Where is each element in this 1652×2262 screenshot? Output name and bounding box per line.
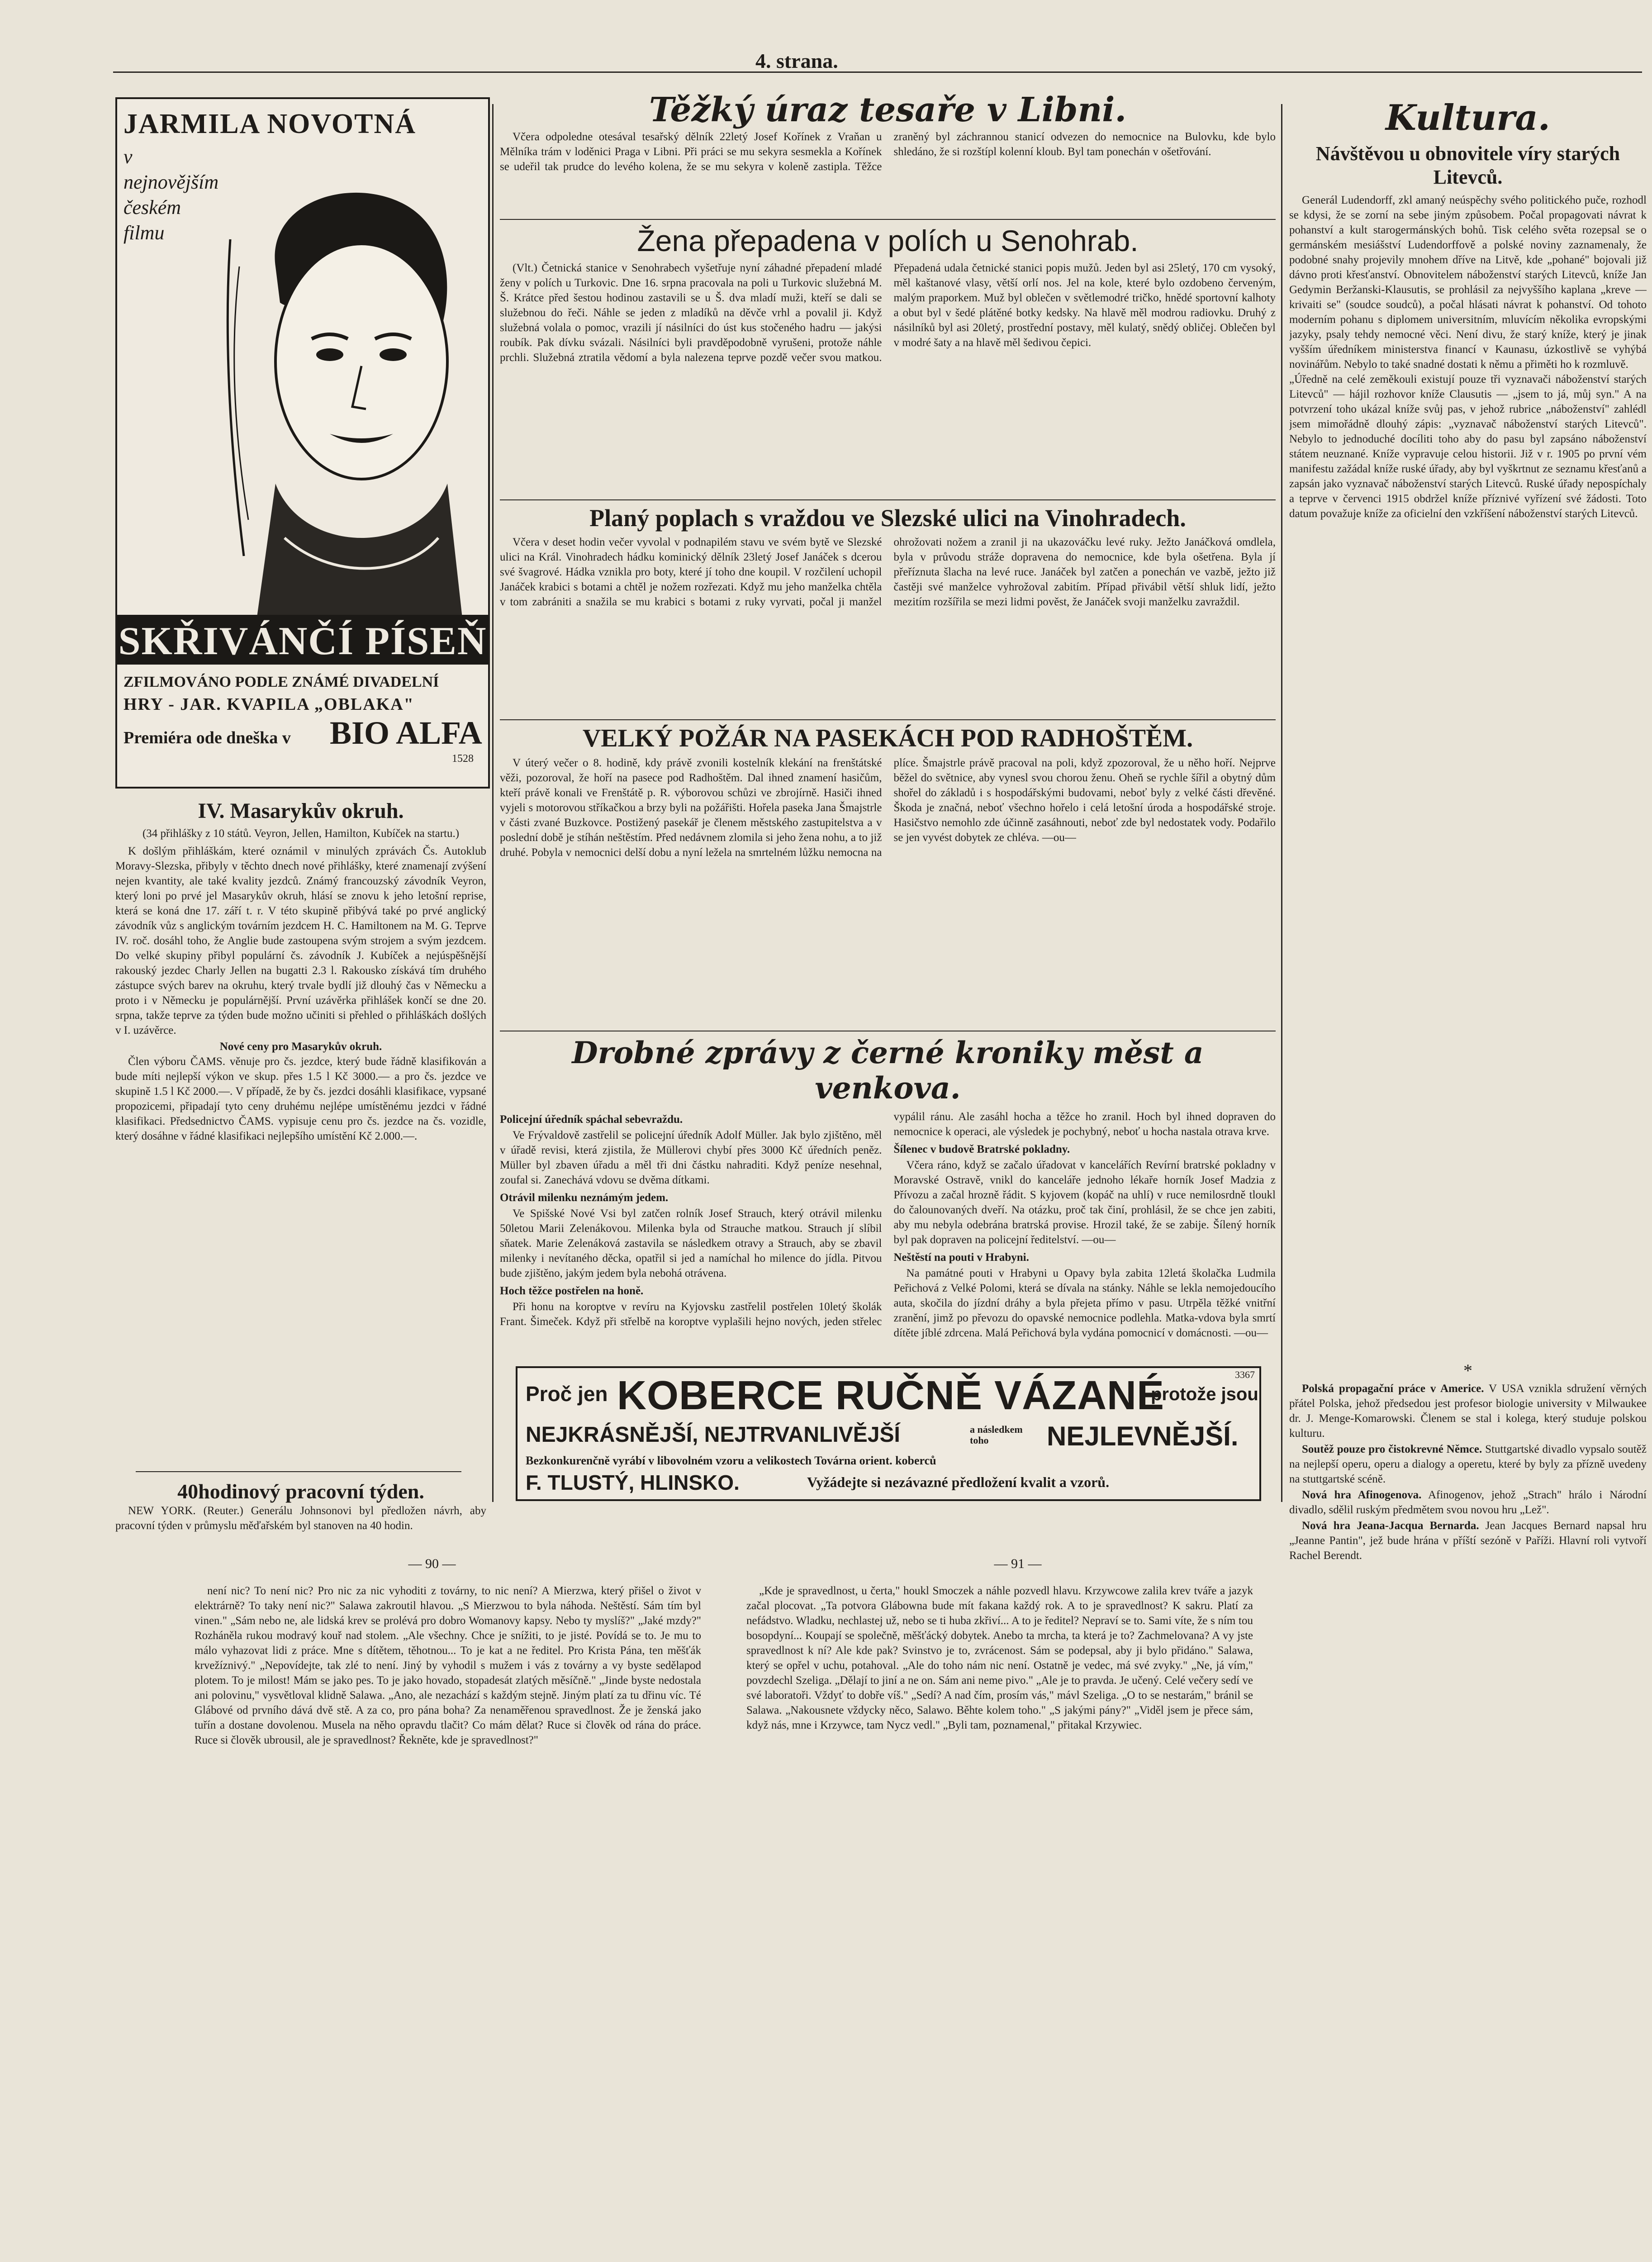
divider	[500, 499, 1276, 500]
accident-body: Včera odpoledne otesával tesařský dělník 22letý Josef Kořínek z Vraňan u Mělníka trám v loděnici Praga v Libni. Při práci se mu sekyra sesmekla a Kořínek se udeřil tak prudce do levého kolena, že se mu sekyra v koleně zastipla. Těžce zraněný byl záchrannou stanicí odvezen do nemocnice na Bulovku, kde bylo shledáno, že si rozštípl kolenní kloub. Byl tam ponechán v ošetřování.	[500, 131, 1276, 173]
chronicle-item-text: Na památné pouti v Hrabyni u Opavy byla zabita 12letá školačka Ludmila Peřichová z Velké Polomi, která se dívala na stánky. Náhle se lekla nemojedoucího auta, skočila do jízdní dráhy a byla přejeta přímo v pasu. Utrpěla těžké vnitřní zranění, jimž po převozu do opavské nemocnice podlehla. Matka-vdova byla smrtí dítěte jíblé zdrcena. Malá Peřichová byla vydána pomocnicí v domácnosti. —ou—	[893, 1267, 1276, 1339]
masaryk-subheading: Nové ceny pro Masarykův okruh.	[219, 1041, 382, 1053]
fire-title: VELKÝ POŽÁR NA PASEKÁCH POD RADHOŠTĚM.	[582, 724, 1193, 752]
masaryk-body-2: Člen výboru ČAMS. věnuje pro čs. jezdce, který bude řádně klasifikován a bude míti nejlepší výkon ve skup. přes 1.5 l Kč 3000.— a pro čs. jezdce ve skupině 1.5 l Kč 2000.—. V případě, že by čs. jezdci dosáhli klasifikace, vypsané propozicemi, připadají tyto ceny druhému nejlépe umístěnému jezdci v řádné klasifikaci. Předsednictvo ČAMS. vypisuje cenu pro čs. jezdce na čs. vozidle, který dosáhne v řádné klasifikaci nejlepšího umístění Kč 2.000.—.	[115, 1055, 486, 1142]
ad-film-title: SKŘIVÁNČÍ PÍSEŇ	[118, 619, 487, 663]
carpet-advertisement	[516, 1366, 1261, 1501]
masaryk-title: IV. Masarykův okruh.	[198, 799, 404, 823]
divider	[500, 219, 1276, 220]
chronicle-item-heading: Neštěstí na pouti v Hrabyni.	[893, 1251, 1029, 1264]
header-rule	[113, 71, 1642, 73]
culture-news-text: V USA vznikla sdružení věrných přátel Polska, jehož předsedou jest profesor biologie university v Milwaukee dr. J. Menge-Komarowski. Členem se stal i kolega, který studuje polskou kulturu.	[1289, 1383, 1647, 1440]
culture-news	[1289, 1381, 1647, 1563]
carpet-line2-c: NEJLEVNĚJŠÍ.	[1047, 1421, 1239, 1451]
page-label: 4. strana.	[755, 49, 838, 72]
culture-news-heading: Nová hra Jeana-Jacqua Bernarda.	[1302, 1520, 1479, 1532]
ad-cinema: BIO ALFA	[330, 715, 482, 751]
ad-star-name: JARMILA NOVOTNÁ	[123, 109, 417, 139]
serial-page-left: — 90 —	[408, 1556, 456, 1571]
chronicle-item-heading: Policejní úředník spáchal sebevraždu.	[500, 1113, 683, 1126]
forty-hour-body: NEW YORK. (Reuter.) Generálu Johnsonovi byl předložen návrh, aby pracovní týden v průmyslu měďařském byl stanoven na 40 hodin.	[115, 1505, 486, 1532]
middle-column	[500, 90, 1276, 1480]
culture-news-heading: Soutěž pouze pro čistokrevné Němce.	[1302, 1443, 1482, 1455]
serial-page-right: — 91 —	[994, 1556, 1042, 1571]
portrait-illustration	[212, 149, 484, 692]
alarm-body: Včera v deset hodin večer vyvolal v podnapilém stavu ve svém bytě ve Slezské ulici na Král. Vinohradech hádku kominický dělník 23letý Josef Janáček s dcerou své švagrové. Hádka vznikla pro boty, které jí toho dne koupil. V rozčilení uchopil Janáček krabici s botami a chtěl je nožem rozřezati. Když mu jeho manželka chtěla v tom zabrániti a snažila se mu krabici s botami z ruky vyrvati, počal ji manžel ohrožovati nožem a zranil ji na ukazováčku levé ruky. Ježto Janáčková omdlela, byla v průvodu stráže dopravena do nemocnice, kde byla ošetřena. Byla jí přeříznuta šlacha na levé ruce. Janáček byl zatčen a ponechán ve vazbě, ježto již častěji své manželce vyhrožoval zabitím. Případ přivábil větší shluk lidí, ježto mezitím rozšířila se mezi lidmi pověst, že Janáček svoji manželku zavraždil.	[500, 536, 1276, 608]
film-advertisement	[115, 97, 490, 789]
ad-tagline: v nejnovějším českém filmu	[123, 146, 219, 244]
forty-hour-title: 40hodinový pracovní týden.	[177, 1480, 424, 1503]
culture-column	[1289, 97, 1647, 1564]
carpet-line1-a: Proč jen	[526, 1382, 608, 1406]
woman-body: (Vlt.) Četnická stanice v Senohrabech vyšetřuje nyní záhadné přepadení mladé ženy v polích u Turkovic. Dne 16. srpna pracovala na poli u Turkovic služebná M. Š. Krátce před šestou hodinou zastavili se u Š. dva mladí muži, kteří se dali se služebnou do řeči. Náhle se jeden z mladíků na děvče vrhl a povalil ji. Když služebná volala o pomoc, vrazili jí násilníci do úst kus stočeného hadru — jakýsi roubík. Pak dívku svázali. Násilníci byli pravděpodobně vyrušeni, protože náhle prchli. Služebná ztratila vědomí a byla nalezena teprve pozdě večer svou matkou. Přepadená udala četnické stanici popis mužů. Jeden byl asi 25letý, 170 cm vysoký, měl kaštanové vlasy, větší orlí nos. Jel na kole, které bylo ozdobeno červeným, malým praporkem. Muž byl oblečen v světlemodré tričko, hnědé sportovní kalhoty a obut byl v šedé plátěné botky kedsky. Na hlavě měl modrou radiovku. Druhý z násilníků byl asi 20letý, prostřední postavy, měl kulatý, snědý obličej. Oblečen byl v modré šaty a na hlavě měl šedivou čepici.	[500, 262, 1276, 364]
culture-news-heading: Nová hra Afinogenova.	[1302, 1489, 1422, 1501]
culture-news-text: Afinogenov, jehož „Strach" hrálo i Národní divadlo, sdělil ruským předmětem svou novou hru „Lež".	[1289, 1489, 1647, 1516]
chronicle-title: Drobné zprávy z černé kroniky měst a venkova.	[572, 1035, 1204, 1106]
masaryk-article	[115, 798, 486, 1145]
culture-separator: *	[1463, 1360, 1472, 1381]
alarm-title: Planý poplach s vraždou ve Slezské ulici na Vinohradech.	[589, 504, 1186, 532]
fire-body: V úterý večer o 8. hodině, kdy právě zvonili kostelník klekání na frenštátské věži, pozoroval, že hoří na pasece pod Radhoštěm. Dal ihned znamení hasičům, kteří právě konali ve Frenštátě p. R. výborovou schůzi ve zbrojírně. Hasiči ihned vyjeli s motorovou stříkačkou a brzy byli na požářišti. Hořela paseka Jana Šmajstrle v části zvané Buzkovce. Postižený pasekář je členem městského zastupitelstva a v poslední době je stíhán neštěstím. Před nedávnem zlomila si jeho žena nohu, a to již druhé. Pobyla v nemocnici delší dobu a nyní ležela na smrtelném lůžku nemocna na plíce. Šmajstrle právě pracoval na poli, když zpozoroval, že u něho hoří. Nejprve běžel do světnice, aby vynesl svou chorou ženu. Oheň se rychle šířil a obytný dům shořel do základů i s hospodářskými budovami, neboť byly z velké části dřevěné. Škoda je značná, neboť všechno hořelo i celá letošní úroda a hospodářské stroje. Hasičstvo nemohlo zde účinně zasáhnouti, neboť zde byl nedostatek vody. Podařilo se jen vyvést dobytek ze chléva. —ou—	[500, 757, 1276, 859]
carpet-line1-c: protože jsou	[1151, 1384, 1258, 1404]
carpet-ref: 3367	[1235, 1369, 1255, 1380]
culture-subtitle: Návštěvou u obnovitele víry starých Litevců.	[1315, 143, 1620, 188]
masaryk-body: K došlým přihláškám, které oznámil v minulých zprávách Čs. Autoklub Moravy-Slezska, přibyly v těchto dnech nové přihlášky, které znamenají zvýšení nejen kvantity, ale také kvality jezdců. Známý francouzský závodník Veyron, který loni po prvé jel Masarykův okruh, hlásí se znovu k jeho letošní reprise, která se koná dne 17. září t. r. V této skupině přibývá také po prvé anglický závodník vůz s anglickým továrním jezdcem H. C. Hamiltonem na M. G. Teprve IV. roč. dosáhl toho, že Anglie bude zastoupena svým strojem a svým jezdcem. Do velké skupiny přibyl populární čs. závodník J. Kubíček a nejúspěšnější rakouský jezdec Charly Jellen na bugatti 2.3 l. Rakousko získává tím druhého zástupce svých barev na okruhu, který trvale bydlí již dlouhý čas v Německu a proto i v Německu je populárnější. První uzávěrka přihlášek končí se dne 20. srpna, takže teprve za týden bude možno učiniti si přehled o přihláškách došlých v I. uzávěrce.	[115, 845, 486, 1036]
accident-title: Těžký úraz tesaře v Libni.	[649, 90, 1127, 129]
serial-left-column	[195, 1583, 701, 2262]
column-divider	[492, 104, 494, 1502]
forty-hour-article	[115, 1479, 486, 1534]
carpet-line2-a: NEJKRÁSNĚJŠÍ, NEJTRVANLIVĚJŠÍ	[526, 1423, 900, 1447]
chronicle-item-text: Včera ráno, když se začalo úřadovat v kancelářích Revírní bratrské pokladny v Moravské Ostravě, vnikl do kanceláře jednoho lékaře horník Josef Madzia z Přívozu a začal hrozně řádit. S kyjovem (kopáč na uhlí) v ruce nemilosrdně tloukl do čalounovaných dveří. Na otázku, proč tak činí, prohlásil, že se chce jen zabiti, aby mu nebyla odebrána bratrská provise. Hrozil také, že se zabije. Šílený horník byl pak dopraven na policejní ředitelství. —ou—	[893, 1159, 1276, 1246]
culture-body: Generál Ludendorff, zkl amaný neúspěchy svého politického puče, rozhodl se kdysi, že se zorní na sebe jiným způsobem. Počal propagovati návrat k pohanství a kult starogermánských bohů. Tisk celého světa rozepsal se o germánském mesiášství Ludendorffově a polské noviny zaznamenaly, že podobné snahy projevily mnohem dříve na Litvě, kde „pohané" bojovali již dávno proti křesťanství. Obnovitelem náboženství starých Litevců, kníže Jan Gedymin Beržanski-Klausutis, se prohlásil za nejvyššího kaplana „kreve — krivaiti se" (soudce soudců), a počal hlásati návrat k pohanství. Od tohoto moderním pohanu s diplomem universitním, mluvícím několika evropskými jazyky, psaly tehdy nemocné věci. Není divu, že starý kníže, který je jinak vyšším úředníkem ministerstva financí v Kaunasu, úzkostlivě se vyhýbá novinářům. Nebylo to také snadné dostati k němu a přiměti ho k rozmluvě. „Úředně na celé zeměkouli existují pouze tři vyznavači náboženství starých Litevců" — hájil rozhovor kníže Clausutis — „jsem to já, můj syn." A na potvrzení toho ukázal kníže svůj pas, v jehož rubrice „náboženství" zahlédl jsem mimořádně dlouhý zápis: „vyznavač náboženství starých Litevců". Nebylo to jednoduché docíliti toho aby do pasu byl zapsáno náboženství státem neuznané. Kníže vypravuje celou historii. Již v r. 1905 po první vém manifestu zažádal kníže ruské úřady, aby byl vyškrtnut ze seznamu křesťanů a zapsán jako vyznavač náboženství starých Litevců. Ruské úřady nepospíchaly a teprve v červenci 1915 obdržel kníže příznivé vyřízení své žádosti. Toto datum považuje kníže za oficielní den vzkříšení náboženství starých Litevců.	[1289, 194, 1647, 520]
serial-right-text: „Kde je spravedlnost, u čerta," houkl Smoczek a náhle pozvedl hlavu. Krzywcowe zalila krev tváře a jazyk začal plocovat. „Ta potvora Glábowna bude mít fakana každý rok. A to je spravedlnost? K sakru. Platí za nefádstvo. Wladku, nechlastej už, nebo se ti huba zkřiví... A to je ředitel? Nepraví se to. Sami víte, že s ním tou bosopdyní... Koupají se společně, měšťácký dobytek. Anebo ta mrcha, ta která je to? Zachmelovana? A vy jste spravedlnost k ní? Ale kde pak? Svinstvo je to, zvrácenost. Sám se podepsal, aby ji bylo přidáno." Salawa, který se opřel v uchu, potahoval. „Ale do toho nám nic není. Ostatně je vedec, má své zvyky." „Ne, já vím," povzdechl Szeliga. „Dělají to jiní a ne on. Sám ani neme pivo." „Ale je to pravda. Je učený. Celé večery sedí ve své laboratoři. Vždyť to dobře víš." „Sedí? A nad čím, prosím vás," mávl Szeliga. „O to se nestarám," bránil se Salawa. „Nakousnete vždycky něco, Salawo. Běhte kolem toho." „S jakými pány?" „Viděl jsem je přece sám, když nás, mne i Krzywce, tam Nycz vedl." „Byli tam, poznamenal," přitakal Krzywiec.	[746, 1585, 1253, 1731]
ad-ref: 1528	[452, 753, 474, 765]
culture-news-text: Stuttgartské divadlo vypsalo soutěž na nejlepší operu, operu a dialogy a operetu, které by byly za přízně uvedeny na stuttgartské scéně.	[1289, 1443, 1647, 1485]
carpet-company: F. TLUSTÝ, HLINSKO.	[526, 1471, 740, 1494]
culture-title: Kultura.	[1386, 97, 1550, 138]
carpet-headline: KOBERCE RUČNĚ VÁZANÉ	[617, 1373, 1165, 1418]
woman-title: Žena přepadena v polích u Senohrab.	[637, 224, 1139, 257]
column-divider	[1281, 104, 1282, 1502]
divider	[136, 1471, 461, 1472]
carpet-line3: Bezkonkurenčně vyrábí v libovolném vzoru a velikostech Továrna orient. koberců	[526, 1454, 936, 1467]
chronicle-item-text: Ve Frývaldově zastřelil se policejní úředník Adolf Müller. Jak bylo zjištěno, měl v úřadě revisi, která zjistila, že Müllerovi chybí přes 3000 Kč úředních peněz. Müller byl zbaven úřadu a měl tři dni částku nahraditi. Když peníze nesehnal, zoufal si. Zanechává vdovu se dvěma dítkami.	[500, 1129, 882, 1186]
chronicle-item-text: Ve Spišské Nové Vsi byl zatčen rolník Josef Strauch, který otrávil milenku 50letou Marii Zelenákovou. Milenka byla od Strauche matkou. Strauch jí slíbil sňatek. Marie Zelenáková zastavila se následkem otravy a Strauch, aby se zbavil milenky i nevítaného děcka, opatřil si jed a namíchal ho milence do jídla. Pitvou bude zjištěno, jakým jedem byla nebohá otrávena.	[500, 1207, 882, 1279]
culture-news-heading: Polská propagační práce v Americe.	[1302, 1383, 1484, 1395]
chronicle-item-text: Při honu na koroptve v revíru na Kyjovsku zastřelil postřelen 10letý školák Frant. Šimeček. Když při střelbě na koroptve vyplašili hejno nových, jeden střelec vypálil ránu. Ale zasáhl hocha a těžce ho zranil. Hoch byl ihned dopraven do nemocnice k operaci, ale výsledek je pochybný, neboť u hocha nastala otrava krve.	[500, 1111, 1276, 1328]
ad-line-1: ZFILMOVÁNO PODLE ZNÁMÉ DIVADELNÍ	[123, 674, 439, 690]
divider	[500, 719, 1276, 720]
serial-right-column	[746, 1583, 1253, 2262]
chronicle-item-heading: Šílenec v budově Bratrské pokladny.	[893, 1143, 1070, 1155]
serial-left-text: není nic? To není nic? Pro nic za nic vyhoditi z továrny, to nic není? A Mierzwa, který přišel o život v elektrárně? To taky není nic?" Salawa zakroutil hlavou. „S Mierzwou to byla náhoda. Neštěstí. Sám tím byl vinen." „Sám nebo ne, ale lidská krev se prolévá pro dobro Womanovy kapsy. Nebo ty myslíš?" „Jaké mzdy?" Rozháněla rukou modravý kouř nad stolem. „Ale všechny. Chce je snížiti, to je jisté. Povídá se to. Je mu to málo vyhazovat lidi z práce. Mne s dítětem, těhotnou... To je kat a ne ředitel. Pro Krista Pána, ten měšťák krvežíznivý." „Nepovídejte, tak zlé to není. Jiný by vyhodil s mužem i vás z továrny a vy byste sedělapod plotem. To je milost! Mám se jako pes. To je jako hovado, stopadesát zlatých měsíčně." „Jinde byste nedostala ani polovinu," vysvětloval klidně Salawa. „Ano, ale nezachází s každým stejně. Jiným platí za tu dřinu víc. Té Glábové od prvního dává dvě stě. A za co, pro pána boha? Za nenaměřenou spravedlnost. Že je ženská jako tuřín a dostane dovolenou. Musela na něho opravdu tlačit? Co mám dělat? Ruce si člověk od rána do práce. Ruce si člověk ubrousil, ale je spravedlnost? Řekněte, kde je spravedlnost?"	[195, 1585, 701, 1746]
ad-line-2: HRY - JAR. KVAPILA „OBLAKA"	[123, 695, 414, 714]
culture-news-text: Jean Jacques Bernard napsal hru „Jeanne Pantin", jež bude hrána v příští sezóně v Paříži. Hlavní roli vytvoří Rachel Berendt.	[1289, 1520, 1647, 1562]
ad-premiere: Premiéra ode dneška v	[123, 728, 291, 747]
carpet-cta: Vyžádejte si nezávazné předložení kvalit a vzorů.	[807, 1474, 1110, 1490]
chronicle-item-heading: Hoch těžce postřelen na honě.	[500, 1285, 644, 1297]
chronicle-item-heading: Otrávil milenku neznámým jedem.	[500, 1192, 669, 1204]
carpet-line2-b: a následkem toho	[970, 1424, 1023, 1446]
masaryk-intro: (34 přihlášky z 10 států. Veyron, Jellen, Hamilton, Kubíček na startu.)	[142, 827, 460, 840]
